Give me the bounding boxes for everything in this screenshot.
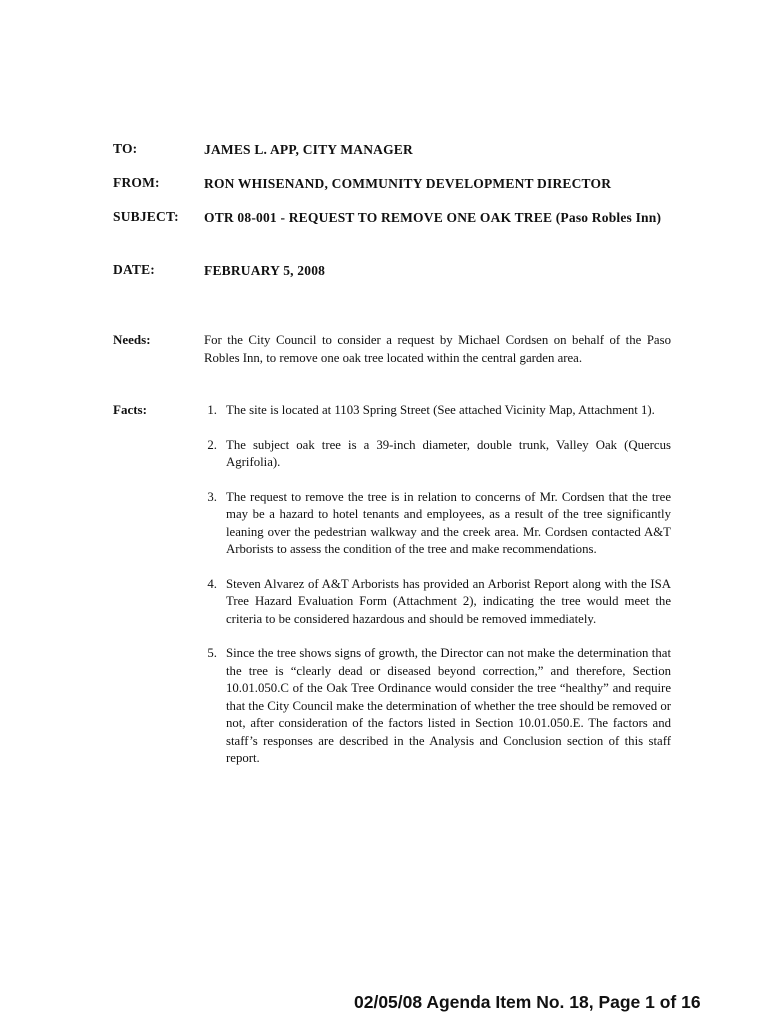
page-footer: 02/05/08 Agenda Item No. 18, Page 1 of 16 bbox=[354, 992, 701, 1012]
fact-number: 4. bbox=[207, 576, 217, 591]
to-value: JAMES L. APP, CITY MANAGER bbox=[204, 142, 413, 157]
needs-label: Needs: bbox=[113, 332, 151, 347]
fact-item bbox=[197, 437, 671, 472]
fact-number: 3. bbox=[207, 489, 217, 504]
fact-text: The subject oak tree is a 39-inch diameter, double trunk, Valley Oak (Quercus Agrifolia). bbox=[226, 437, 671, 469]
date-value: FEBRUARY 5, 2008 bbox=[204, 263, 326, 278]
fact-item bbox=[197, 576, 671, 629]
fact-item bbox=[197, 645, 671, 768]
subject-label: SUBJECT: bbox=[113, 209, 179, 224]
fact-text: Since the tree shows signs of growth, the Director can not make the determination that the tree is “clearly dead or diseased beyond correction,” and therefore, Section 10.01.050.C of the Oak Tree Ordinance would consider the tree “healthy” and require that the City Council make the determination of whether the tree should be removed or not, after consideration of the factors listed in Section 10.01.050.E. The factors and staff’s responses are described in the Analysis and Conclusion section of this staff report. bbox=[226, 646, 671, 765]
facts-label: Facts: bbox=[113, 402, 147, 417]
fact-text: Steven Alvarez of A&T Arborists has provided an Arborist Report along with the ISA Tree Hazard Evaluation Form (Attachment 2), indicating the tree would meet the criteria to be considered hazardous and should be removed immediately. bbox=[226, 576, 671, 626]
fact-item bbox=[197, 489, 671, 559]
needs-text: For the City Council to consider a request by Michael Cordsen on behalf of the Paso Robles Inn, to remove one oak tree located within the central garden area. bbox=[204, 333, 671, 365]
fact-number: 1. bbox=[207, 403, 217, 417]
fact-text: The site is located at 1103 Spring Street (See attached Vicinity Map, Attachment 1). bbox=[226, 403, 655, 417]
facts-list bbox=[197, 402, 671, 785]
date-label: DATE: bbox=[113, 262, 156, 277]
from-label: FROM: bbox=[113, 175, 160, 190]
fact-number: 5. bbox=[207, 646, 217, 660]
fact-item bbox=[197, 402, 671, 420]
from-value: RON WHISENAND, COMMUNITY DEVELOPMENT DIRECTOR bbox=[204, 176, 612, 191]
to-label: TO: bbox=[113, 141, 138, 156]
fact-number: 2. bbox=[207, 437, 217, 452]
subject-value: OTR 08-001 - REQUEST TO REMOVE ONE OAK TREE (Paso Robles Inn) bbox=[204, 210, 662, 225]
fact-text: The request to remove the tree is in relation to concerns of Mr. Cordsen that the tree may be a hazard to hotel tenants and employees, as a result of the tree significantly leaning over the pedestrian walkway and the creek area. Mr. Cordsen contacted A&T Arborists to assess the condition of the tree and make recommendations. bbox=[226, 489, 671, 556]
